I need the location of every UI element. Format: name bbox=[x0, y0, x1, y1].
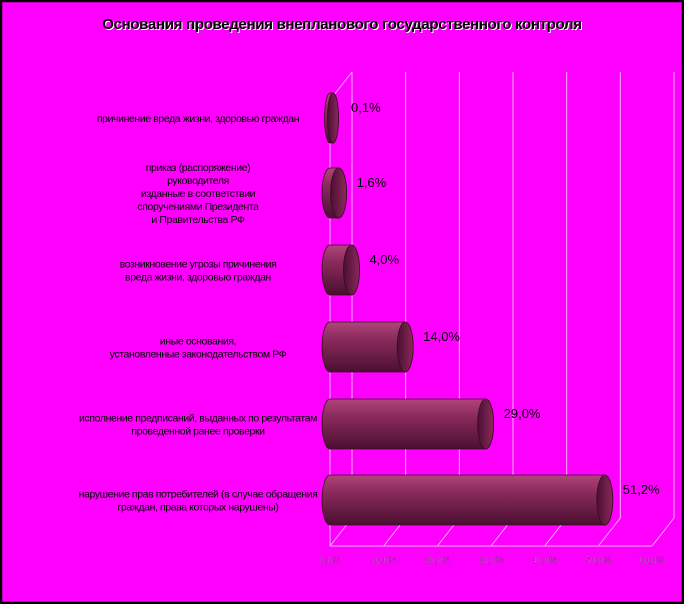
category-label: вреда жизни, здоровью граждан bbox=[125, 271, 271, 284]
category-label: исполнение предписаний, выданных по результатам bbox=[79, 412, 317, 425]
bar-cap bbox=[597, 475, 613, 525]
category-label: иные основания, bbox=[159, 335, 237, 348]
x-tick-label: 40,0% bbox=[531, 555, 558, 565]
category-label: граждан, права которых нарушены) bbox=[117, 501, 279, 514]
value-label: 14,0% bbox=[423, 329, 461, 344]
category-label: споручениями Президента bbox=[137, 201, 259, 213]
bar bbox=[322, 399, 494, 449]
value-label: 0,1% bbox=[351, 100, 381, 115]
category-label: приказ (распоряжение) bbox=[145, 162, 251, 174]
gridline-floor bbox=[652, 518, 674, 546]
category-label: возникновение угрозы причинения bbox=[119, 258, 277, 271]
x-tick-label: 60,0% bbox=[639, 555, 665, 565]
category-label: проведенной ранее проверки bbox=[131, 425, 265, 438]
category-label: установленные законодательством РФ bbox=[109, 348, 287, 361]
bar-cap bbox=[397, 322, 413, 372]
category-label: причинение вреда жизни, здоровью граждан bbox=[96, 113, 300, 125]
bar-cap bbox=[331, 168, 347, 218]
x-tick-label: 10,0% bbox=[370, 555, 397, 565]
x-tick-label: 50,0% bbox=[585, 555, 612, 565]
bar-cap bbox=[478, 399, 494, 449]
category-label: нарушение прав потребителей (в случае обращения bbox=[78, 488, 318, 501]
x-tick-label: 30,0% bbox=[478, 555, 504, 565]
category-label: изданные в соответствии bbox=[140, 188, 256, 200]
value-label: 29,0% bbox=[503, 406, 541, 421]
chart-title: Основания проведения внепланового государственного контроля bbox=[102, 16, 582, 33]
bar bbox=[322, 475, 613, 525]
bar-cap bbox=[328, 93, 339, 143]
x-tick-label: 0,0% bbox=[319, 555, 341, 565]
category-label: и Правительства РФ bbox=[151, 214, 245, 226]
value-label: 4,0% bbox=[369, 252, 400, 267]
value-label: 1,6% bbox=[356, 175, 387, 190]
category-label: руководителя bbox=[167, 175, 229, 187]
value-label: 51,2% bbox=[622, 482, 660, 497]
x-tick-label: 20,0% bbox=[424, 555, 451, 565]
bar-cap bbox=[343, 245, 359, 295]
